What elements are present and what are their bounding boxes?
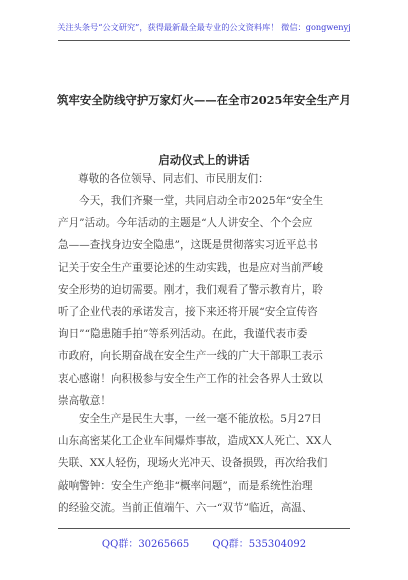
paragraph-line: 的经验交流。当前正值端午、六一“双节”临近，高温、 [58,501,313,514]
document-title-line-1: 筑牢安全防线守护万家灯火——在全市2025年安全生产月 [57,93,351,107]
paragraph-line: 今天，我们齐聚一堂，共同启动全市2025年“安全生 [79,195,324,207]
paragraph-line: 记关于安全生产重要论述的生动实践，也是应对当前严峻 [58,261,323,274]
paragraph-line: 安全形势的迫切需要。刚才，我们观看了警示教育片，聆 [58,283,323,296]
paragraph-line: 崇高敬意！ [58,394,111,407]
paragraph-line: 听了企业代表的承诺发言，接下来还将开展“安全宣传咨 [58,306,318,319]
header-divider [58,40,350,41]
footer-qq-group-2: QQ群：535304092 [212,539,307,550]
document-title-line-2: 启动仪式上的讲话 [158,153,250,167]
paragraph-1 [58,190,350,412]
footer-qq-group-1: QQ群：30265665 [101,539,190,550]
paragraph-2 [58,408,350,519]
paragraph-line: 衷心感谢！向积极参与安全生产工作的社会各界人士致以 [58,372,323,385]
header-banner: 关注头条号“公文研究”，获得最新最全最专业的公文资料库！ 微信：gongwenyj [57,22,351,32]
footer-divider [58,528,350,529]
paragraph-line: 敲响警钟：安全生产绝非“概率问题”，而是系统性治理 [58,479,313,492]
paragraph-line: 市政府，向长期奋战在安全生产一线的广大干部职工表示 [58,350,323,363]
footer [0,535,408,550]
paragraph-line: 产月”活动。今年活动的主题是“人人讲安全、个个会应 [58,217,313,230]
paragraph-line: 安全生产是民生大事，一丝一毫不能放松。5月27日 [79,413,322,425]
paragraph-line: 失联、XX人轻伤，现场火光冲天、设备损毁，再次给我们 [58,457,328,470]
salutation: 尊敬的各位领导、同志们、市民朋友们： [78,173,269,185]
paragraph-line: 询日”“隐患随手拍”等系列活动。在此，我谨代表市委 [58,328,308,341]
paragraph-line: 急——查找身边安全隐患”，这既是贯彻落实习近平总书 [58,239,318,252]
paragraph-line: 山东高密某化工企业车间爆炸事故，造成XX人死亡、XX人 [58,435,332,448]
